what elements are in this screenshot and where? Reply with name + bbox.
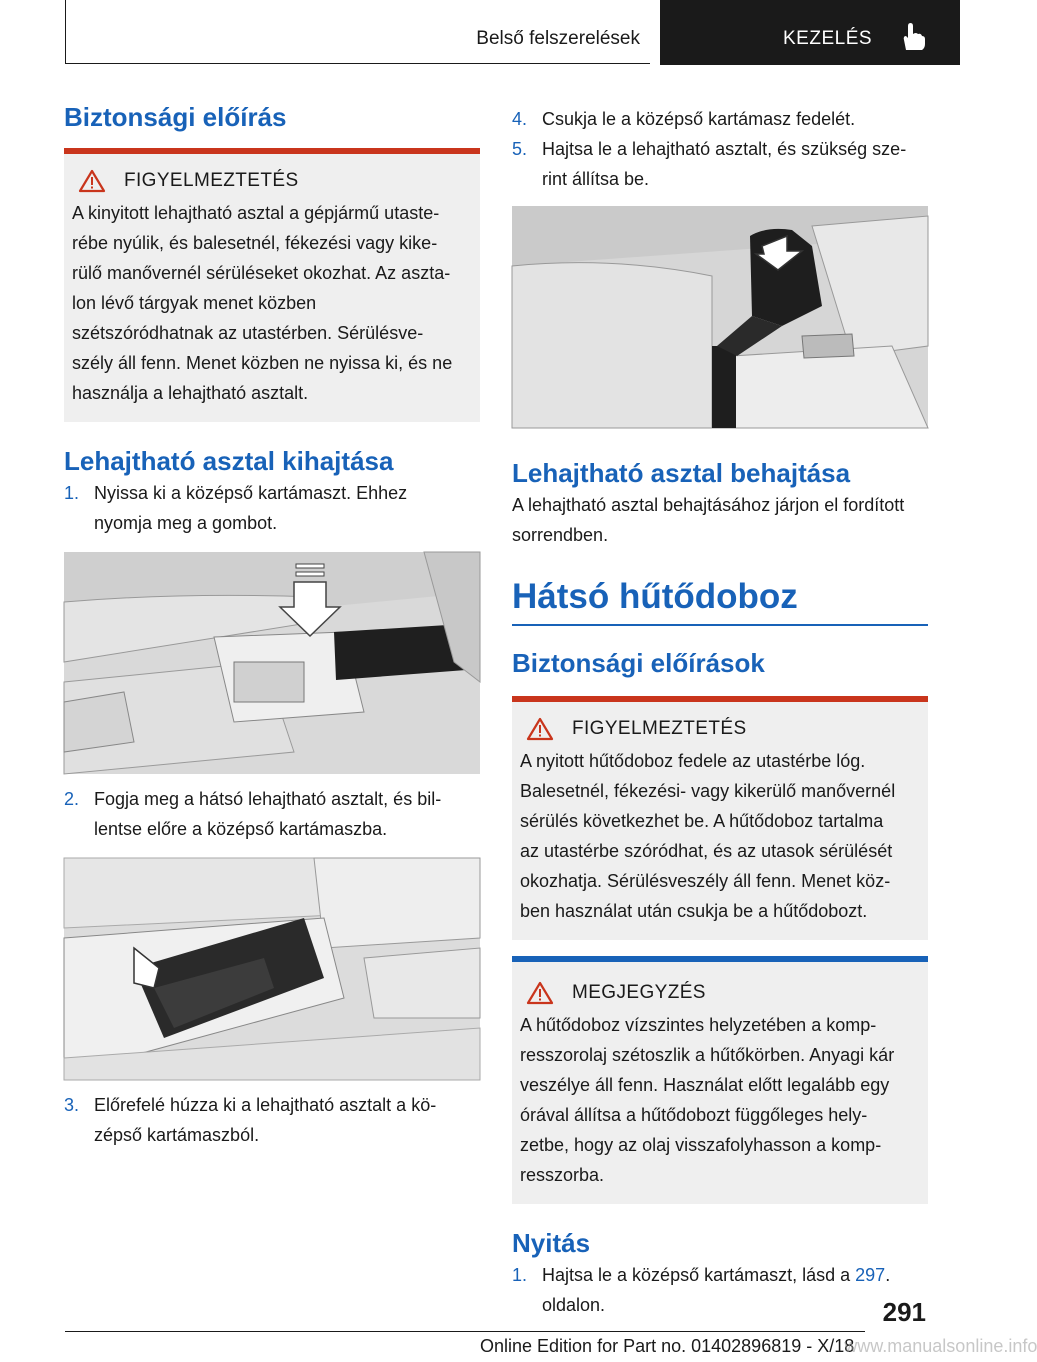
table-fold-photo xyxy=(64,858,480,1080)
list-item: 4. Csukja le a középső kartámasz fedelét. xyxy=(512,109,856,129)
warning-text: A kinyitott lehajtható asztal a gépjármű utaste- rébe nyúlik, és balesetnél, fékezési vagy kike- rülő manővernél sérüléseket okozhat. Az aszta- lon lévő tárgyak menet közben szétszóródhatnak az utastérben. Sérülésve- szély áll fenn. Menet közben ne nyissa ki, és ne használja a lehajtható asztalt. xyxy=(72,203,453,403)
note-text: A hűtődoboz vízszintes helyzetében a komp- resszorolaj szétoszlik a hűtőkörben. Anyagi kár veszélye áll fenn. Használat előtt legalább egy órával állítsa a hűtődobozt függőleges hely- zetbe, hogy az olaj visszafolyhasson a komp- resszorba. xyxy=(520,1015,895,1185)
list-item: 1. Hajtsa le a középső kartámaszt, lásd a 297. oldalon. xyxy=(512,1265,891,1315)
unfold-heading: Lehajtható asztal kihajtása xyxy=(64,446,394,476)
warning-label: FIGYELMEZTETÉS xyxy=(572,718,747,739)
header-left-rule xyxy=(65,0,66,64)
table-setup-photo xyxy=(512,206,928,428)
open-heading: Nyitás xyxy=(512,1228,591,1258)
cooler-safety-heading: Biztonsági előírások xyxy=(512,648,765,678)
safety-heading: Biztonsági előírás xyxy=(64,102,287,132)
warning-triangle-icon xyxy=(78,169,106,193)
cooler-warning-box xyxy=(512,702,928,940)
page-number: 291 xyxy=(882,1297,926,1327)
warning-box xyxy=(64,154,480,422)
warning-triangle-icon xyxy=(526,717,554,741)
unfold-steps xyxy=(64,478,480,538)
footer-edition: Online Edition for Part no. 01402896819 - X/18www.manualsonline.info xyxy=(480,1336,1037,1356)
list-item: 5. Hajtsa le a lehajtható asztalt, és szükség sze- rint állítsa be. xyxy=(512,139,907,189)
header-section-title: Belső felszerelések xyxy=(476,28,640,49)
warning-triangle-icon xyxy=(526,981,554,1005)
note-label: MEGJEGYZÉS xyxy=(572,982,706,1003)
cooler-warning-text: A nyitott hűtődoboz fedele az utastérbe lóg. Balesetnél, fékezési- vagy kikerülő manővernél sérülés következhet be. A hűtődoboz tartalma az utastérbe szóródhat, és az utasok sérülését okozhatja. Sérülésveszély áll fenn. Menet köz- ben használat után csukja be a hűtődobozt. xyxy=(520,751,896,921)
list-item: 2. Fogja meg a hátsó lehajtható asztalt, és bil- lentse előre a középső kartámaszba. xyxy=(64,789,442,839)
unfold-steps-2 xyxy=(64,784,480,844)
header-bottom-rule xyxy=(65,63,650,64)
header-chapter-title: KEZELÉS xyxy=(783,28,873,49)
list-item: 1. Nyissa ki a középső kartámaszt. Ehhez nyomja meg a gombot. xyxy=(64,483,408,533)
warning-label: FIGYELMEZTETÉS xyxy=(124,170,299,191)
unfold-steps-3 xyxy=(64,1090,480,1150)
fold-text: A lehajtható asztal behajtásához járjon el fordított sorrendben. xyxy=(512,495,905,545)
footer-rule xyxy=(65,1331,865,1332)
left-column xyxy=(64,100,480,1150)
header-chapter-tab xyxy=(660,0,960,65)
hand-pointer-icon xyxy=(896,20,930,54)
armrest-button-photo xyxy=(64,552,480,774)
list-item: 3. Előrefelé húzza ki a lehajtható asztalt a kö- zépső kartámaszból. xyxy=(64,1095,437,1145)
watermark: www.manualsonline.info xyxy=(844,1336,1037,1356)
unfold-steps-continued xyxy=(512,104,928,194)
page-link[interactable]: 297 xyxy=(855,1265,886,1285)
cooler-heading: Hátsó hűtődoboz xyxy=(512,577,798,616)
right-column xyxy=(512,104,928,1320)
fold-heading: Lehajtható asztal behajtása xyxy=(512,458,851,488)
note-box xyxy=(512,962,928,1204)
